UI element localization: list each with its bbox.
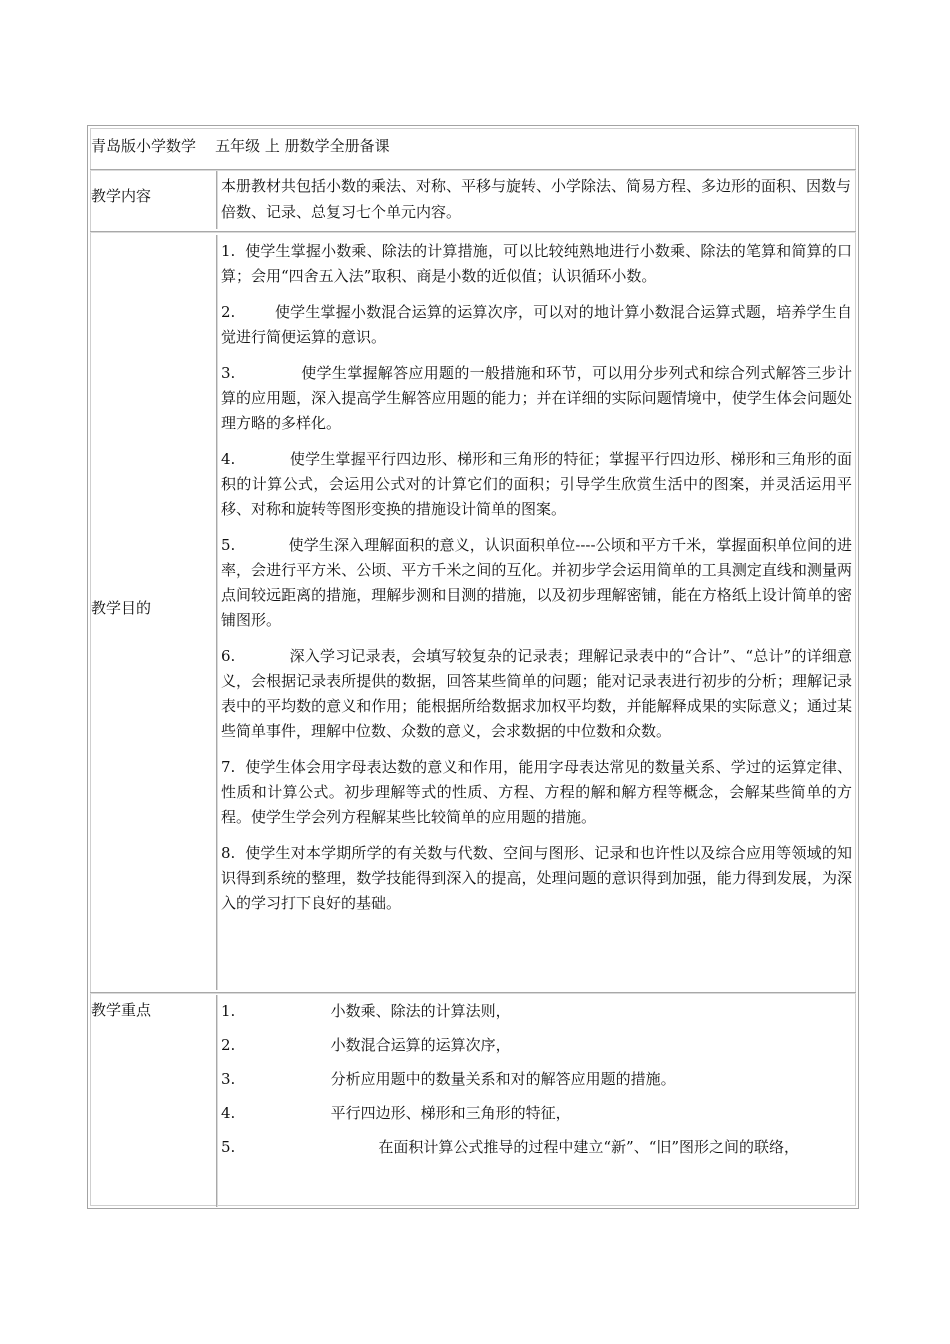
focus-item-3: 3. 分析应用题中的数量关系和对的解答应用题的措施。 xyxy=(221,1070,676,1088)
goal-item-8: 8. 使学生对本学期所学的有关数与代数、空间与图形、记录和也许性以及综合应用等领域的知识得到系统的整理，数学技能得到深入的提高，处理问题的意识得到加强，能力得到发展，为深入的学习打下良好的基础。 xyxy=(221,844,852,912)
goal-item-5: 5. 使学生深入理解面积的意义，认识面积单位----公顷和平方千米，掌握面积单位间的进率，会进行平方米、公顷、平方千米之间的互化。并初步学会运用简单的工具测定直线和测量两点间较远距离的措施，理解步测和目测的措施，以及初步理解密铺，能在方格纸上设计简单的密铺图形。 xyxy=(221,536,852,629)
focus-item-1: 1. 小数乘、除法的计算法则， xyxy=(221,1002,511,1020)
row-divider xyxy=(90,992,856,994)
column-divider xyxy=(216,235,218,990)
row-label-teaching-content: 教学内容 xyxy=(91,187,152,205)
table-title-row xyxy=(88,126,858,168)
teaching-content-text: 本册教材共包括小数的乘法、对称、平移与旋转、小学除法、简易方程、多边形的面积、因数与倍数、记录、总复习七个单元内容。 xyxy=(221,177,852,221)
focus-item-2: 2. 小数混合运算的运算次序， xyxy=(221,1036,511,1054)
row-label-teaching-goals: 教学目的 xyxy=(91,599,152,617)
table-row-teaching-focus xyxy=(88,995,858,1208)
focus-item-4: 4. 平行四边形、梯形和三角形的特征， xyxy=(221,1104,571,1122)
goal-item-6: 6. 深入学习记录表，会填写较复杂的记录表；理解记录表中的“合计”、“总计”的详细意义，会根据记录表所提供的数据，回答某些简单的问题；能对记录表进行初步的分析；理解记录表中的平均数的意义和作用；能根据所给数据求加权平均数，并能解释成果的实际意义；通过某些简单事件，理解中位数、众数的意义，会求数据的中位数和众数。 xyxy=(221,647,852,740)
goal-item-7: 7. 使学生体会用字母表达数的意义和作用，能用字母表达常见的数量关系、学过的运算定律、性质和计算公式。初步理解等式的性质、方程、方程的解和解方程等概念，会解某些简单的方程。使学生学会列方程解某些比较简单的应用题的措施。 xyxy=(221,758,852,826)
goal-item-1: 1. 使学生掌握小数乘、除法的计算措施，可以比较纯熟地进行小数乘、除法的笔算和简算的口算；会用“四舍五入法”取积、商是小数的近似值；认识循环小数。 xyxy=(221,242,852,285)
goal-item-4: 4. 使学生掌握平行四边形、梯形和三角形的特征；掌握平行四边形、梯形和三角形的面积的计算公式，会运用公式对的计算它们的面积；引导学生欣赏生活中的图案，并灵活运用平移、对称和旋转等图形变换的措施设计简单的图案。 xyxy=(221,450,852,518)
focus-item-5: 5. 在面积计算公式推导的过程中建立“新”、“旧”图形之间的联络， xyxy=(221,1138,800,1156)
goal-item-3: 3. 使学生掌握解答应用题的一般措施和环节，可以用分步列式和综合列式解答三步计算的应用题，深入提高学生解答应用题的能力；并在详细的实际问题情境中，使学生体会问题处理方略的多样化。 xyxy=(221,364,852,432)
column-divider xyxy=(216,995,218,1207)
column-divider xyxy=(216,171,218,229)
document-title: 青岛版小学数学 五年级 上 册数学全册备课 xyxy=(91,137,390,155)
table-row-teaching-content xyxy=(88,171,858,229)
row-divider xyxy=(90,231,856,233)
lesson-plan-table xyxy=(87,125,859,1209)
goal-item-2: 2. 使学生掌握小数混合运算的运算次序，可以对的地计算小数混合运算式题，培养学生自觉进行简便运算的意识。 xyxy=(221,303,852,346)
teaching-focus-list xyxy=(221,999,852,1169)
row-label-teaching-focus: 教学重点 xyxy=(91,1001,152,1019)
teaching-goals-list xyxy=(221,239,852,927)
table-row-teaching-goals xyxy=(88,235,858,992)
